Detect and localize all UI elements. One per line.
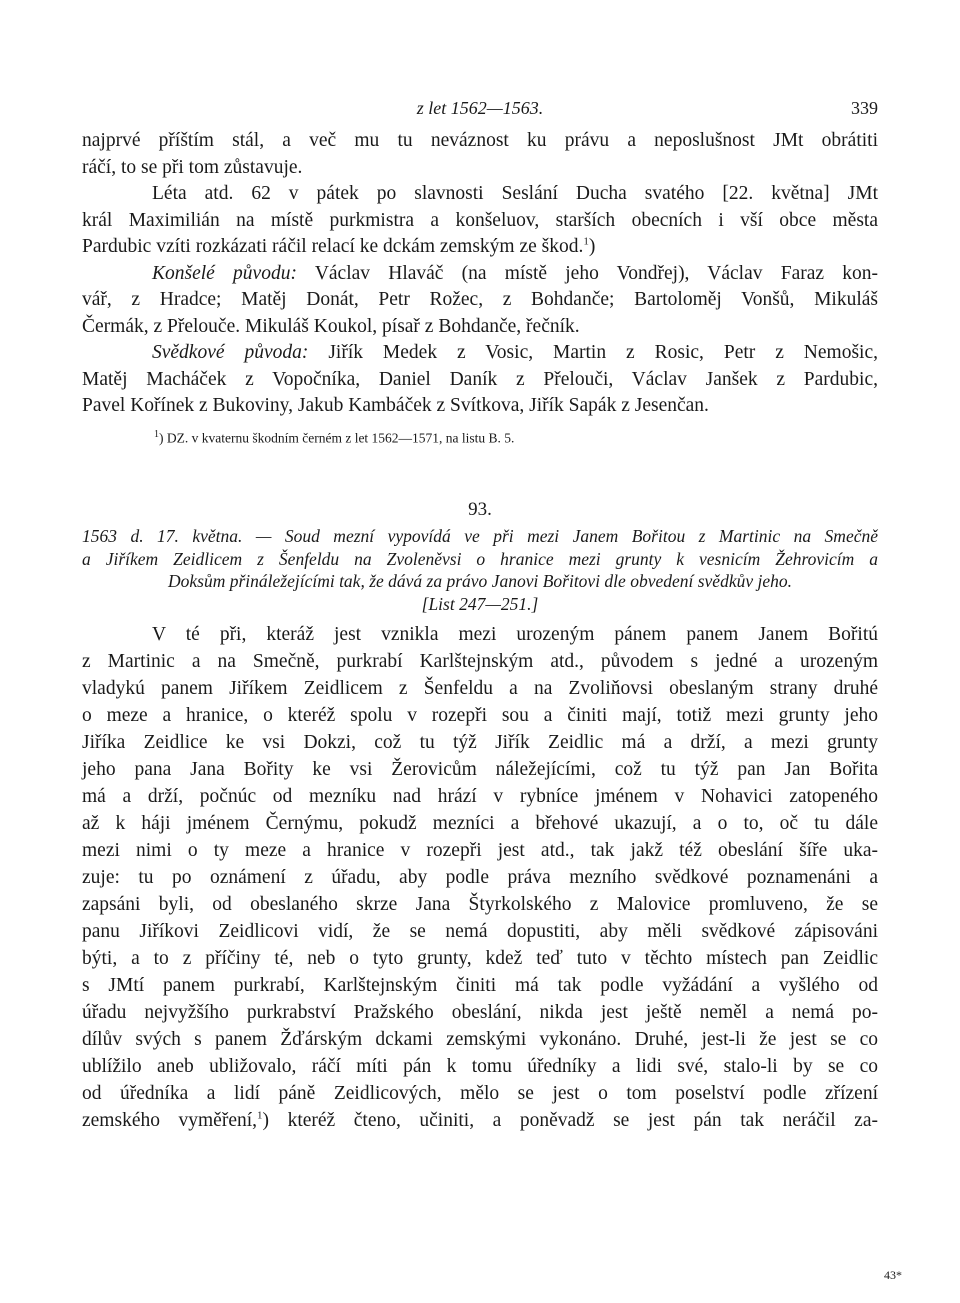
- text-line: [82, 1107, 878, 1134]
- text-line: má a drží, počnúc od mezníku nad hrází v rybníce jménem v Nohavici zatopeného: [82, 786, 878, 807]
- text-line: až k háji jménem Černýmu, pokudž mezníci a břehové ukazují, a o to, oč tu dále: [82, 813, 878, 834]
- text-line: z Martinic a na Smečně, purkrabí Karlštejnským atd., původem s jedné a urozeným: [82, 651, 878, 672]
- text-line: ublížilo aneb ubližovalo, ráčí míti pán k tomu úředníky a lidi své, stalo-li by se co: [82, 1056, 878, 1077]
- text-line: Pavel Kořínek z Bukoviny, Jakub Kambáček z Svítkova, Jiřík Sapák z Jesenčan.: [82, 395, 709, 416]
- text-line: panu Jiříkovi Zeidlicovi vidí, že se nemá dopustiti, aby měli svědkové zápisováni: [82, 921, 878, 942]
- text-line: [82, 261, 878, 288]
- text-line: o meze a hranice, o kteréž spolu v rozepři sou a činiti mají, totiž mezi grunty jeho: [82, 705, 878, 726]
- running-header: [82, 98, 878, 128]
- signature-mark: 43*: [884, 1268, 902, 1282]
- main-text: [82, 621, 878, 1134]
- konsele-label: Konšelé původu:: [152, 262, 297, 284]
- text-line: ráčí, to se při tom zůstavuje.: [82, 156, 303, 178]
- text-line: býti, a to z příčiny té, neb o tyto grunty, kdež teď tuto v těchto místech pan Zeidlic: [82, 948, 878, 969]
- regest-line: a Jiříkem Zeidlicem z Šenfeldu na Zvoleněvsi o hranice mezi grunty k vesnicím Žehrovicím a: [82, 548, 878, 569]
- footnote: [82, 424, 878, 450]
- text-line: král Maximilián na místě purkmistra a konšeluov, starších obecních i vší obce města: [82, 209, 878, 231]
- text-line: mezi nimi o ty meze a hranice v rozepři jest atd., tak jakž též obeslání šíře uka-: [82, 840, 878, 861]
- document-page: [82, 98, 878, 1134]
- text-line: jeho pana Jana Bořity ke vsi Žerovicům náležejícími, což tu týž pan Jan Bořita: [82, 759, 878, 780]
- paragraph-konsele: [82, 261, 878, 341]
- text-segment: Jiřík Medek z Vosic, Martin z Rosic, Petr z Nemošic,: [328, 342, 878, 363]
- source-reference: [List 247—251.]: [421, 593, 539, 614]
- text-segment: zemského vyměření,: [82, 1110, 258, 1131]
- text-line: [82, 340, 878, 367]
- text-line: Jiříka Zeidlice ke vsi Dokzi, což tu týž Jiřík Zeidlic má a drží, a mezi grunty: [82, 732, 878, 753]
- footnote-text: ) DZ. v kvaternu škodním černém z let 1562—1571, na listu B. 5.: [159, 430, 515, 445]
- text-segment: Pardubic vzíti rozkázati ráčil relací ke dckám zemským ze škod.: [82, 236, 584, 257]
- text-line: s JMtí panem purkrabí, Karlštejnským činiti má tak podle vyžádání a vyšlého od: [82, 975, 878, 996]
- text-line: Léta atd. 62 v pátek po slavnosti Seslání Ducha svatého [22. května] JMt: [152, 183, 878, 204]
- running-title: z let 1562—1563.: [416, 98, 544, 118]
- page-number: 339: [851, 98, 878, 118]
- text-segment: ) kteréž čteno, učiniti, a poněvadž se jest pán tak neráčil za-: [262, 1110, 878, 1131]
- regest-line: Doksům přináležejícími tak, že dává za právo Janovi Bořitovi dle obvedení svědkův jeho.: [167, 571, 792, 591]
- text-line: vář, z Hradce; Matěj Donát, Petr Rožec, z Bohdanče; Bartoloměj Vonšů, Mikuláš: [82, 289, 878, 310]
- text-line: vladykú panem Jiříkem Zeidlicem z Šenfeldu a na Zvoliňovsi obeslaným strany druhé: [82, 678, 878, 699]
- top-paragraph: [82, 128, 878, 181]
- text-line: najprvé příštím stál, a več mu tu neváznost ku právu a neposlušnost JMt obrátiti: [82, 130, 878, 151]
- footnote-mark: 1: [154, 428, 159, 440]
- svedkove-label: Svědkové původa:: [152, 342, 309, 363]
- paragraph-svedkove: [82, 340, 878, 420]
- footnote-ref: 1: [583, 235, 589, 248]
- text-segment: Václav Hlaváč (na místě jeho Vondřej), Václav Faraz kon-: [314, 262, 878, 284]
- text-line: Čermák, z Přelouče. Mikuláš Koukol, písař z Bohdanče, řečník.: [82, 315, 580, 337]
- regest-line: 1563 d. 17. května. — Soud mezní vypovídá ve při mezi Janem Bořitou z Martinic na Smečně: [82, 526, 878, 546]
- paragraph-relation: [82, 181, 878, 261]
- text-line: Pardubic vzíti rozkázati ráčil relací ke dckám zemským ze škod.$^1$): [82, 235, 596, 257]
- text-line: zapsáni byli, od obeslaného skrze Jana Štyrkolského z Malovice promluveno, že se: [82, 894, 878, 915]
- text-line: od úředníka a lidí páně Zeidlicových, mělo se jest o tom poselství podle zřízení: [82, 1083, 878, 1104]
- text-line: V té při, kteráž jest vznikla mezi urozeným pánem panem Janem Bořitú: [152, 624, 878, 645]
- document-number: 93.: [468, 499, 492, 520]
- text-line: úřadu nejvyžšího purkrabství Pražského obeslání, nikda jest ještě neměl a nemá po-: [82, 1002, 878, 1023]
- text-line: zuje: tu po oznámení z úřadu, aby podle práva mezního svědkové poznamenáni a: [82, 867, 878, 888]
- footnote-ref: 1: [257, 1109, 263, 1122]
- text-line: Matěj Macháček z Vopočníka, Daniel Daník z Přelouči, Václav Janšek z Pardubic,: [82, 368, 878, 390]
- text-line: dílův svých s panem Žďárským dckami zemskými vykonáno. Druhé, jest-li že jest se co: [82, 1029, 878, 1050]
- regest: [82, 525, 878, 593]
